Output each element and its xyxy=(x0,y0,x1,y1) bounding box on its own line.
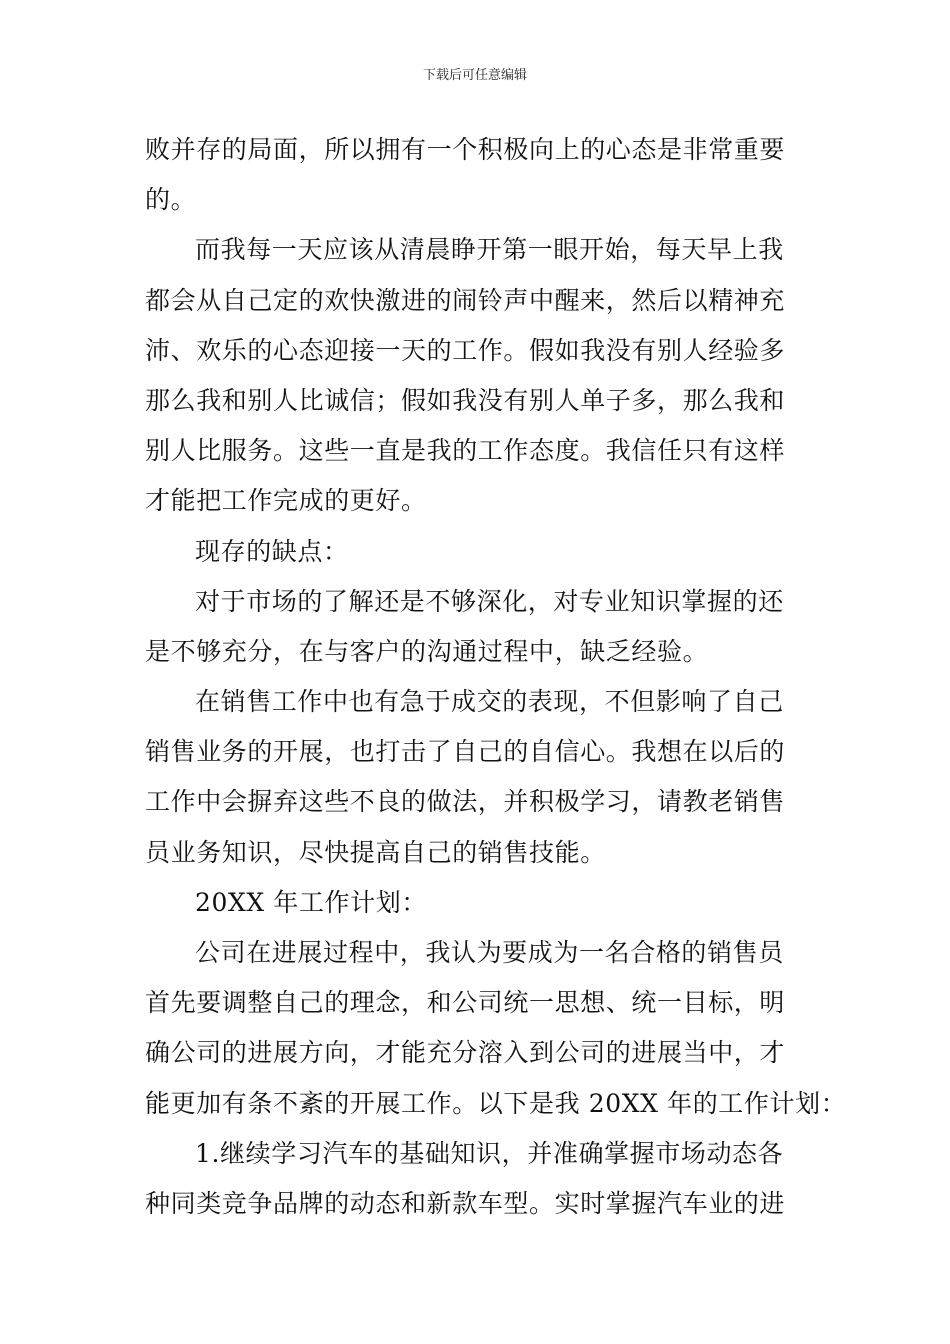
paragraph-5 xyxy=(145,677,810,878)
text-line: 而我每一天应该从清晨睁开第一眼开始，每天早上我 xyxy=(195,235,784,265)
section-heading: 20XX 年工作计划： xyxy=(195,887,427,917)
paragraph-7 xyxy=(145,928,847,1129)
paragraph-8 xyxy=(145,1129,810,1229)
text-line: 对于市场的了解还是不够深化，对专业知识掌握的还 xyxy=(195,586,784,616)
text-line: 在销售工作中也有急于成交的表现，不但影响了自己 xyxy=(195,687,784,717)
section-heading: 现存的缺点： xyxy=(195,536,349,566)
text-line: 员业务知识，尽快提高自己的销售技能。 xyxy=(145,837,606,867)
text-line: 销售业务的开展，也打击了自己的自信心。我想在以后的 xyxy=(145,737,786,767)
text-line: 才能把工作完成的更好。 xyxy=(145,486,427,516)
text-line: 种同类竞争品牌的动态和新款车型。实时掌握汽车业的进 xyxy=(145,1188,786,1218)
page-header-note: 下载后可任意编辑 xyxy=(422,68,527,83)
text-line: 的。 xyxy=(145,185,197,215)
text-line: 都会从自己定的欢快激进的闹铃声中醒来，然后以精神充 xyxy=(145,285,786,315)
paragraph-2 xyxy=(145,225,810,526)
paragraph-1 xyxy=(145,125,810,225)
text-line: 1.继续学习汽车的基础知识，并准确掌握市场动态各 xyxy=(195,1138,784,1168)
document-body xyxy=(145,125,847,1229)
text-line: 公司在进展过程中，我认为要成为一名合格的销售员 xyxy=(195,938,784,967)
text-line: 确公司的进展方向，才能充分溶入到公司的进展当中，才 xyxy=(145,1038,786,1068)
paragraph-6-heading xyxy=(145,878,810,928)
text-line: 能更加有条不紊的开展工作。以下是我 20XX 年的工作计划： xyxy=(145,1088,847,1118)
text-line: 工作中会摒弃这些不良的做法，并积极学习，请教老销售 xyxy=(145,787,786,817)
text-line: 那么我和别人比诚信；假如我没有别人单子多，那么我和 xyxy=(145,385,786,415)
text-line: 首先要调整自己的理念，和公司统一思想、统一目标，明 xyxy=(145,988,786,1018)
paragraph-4 xyxy=(145,577,810,677)
paragraph-3-heading xyxy=(145,527,810,577)
text-line: 是不够充分，在与客户的沟通过程中，缺乏经验。 xyxy=(145,636,709,666)
text-line: 别人比服务。这些一直是我的工作态度。我信任只有这样 xyxy=(145,436,786,466)
text-line: 败并存的局面，所以拥有一个积极向上的心态是非常重要 xyxy=(145,135,786,164)
text-line: 沛、欢乐的心态迎接一天的工作。假如我没有别人经验多 xyxy=(145,335,786,365)
